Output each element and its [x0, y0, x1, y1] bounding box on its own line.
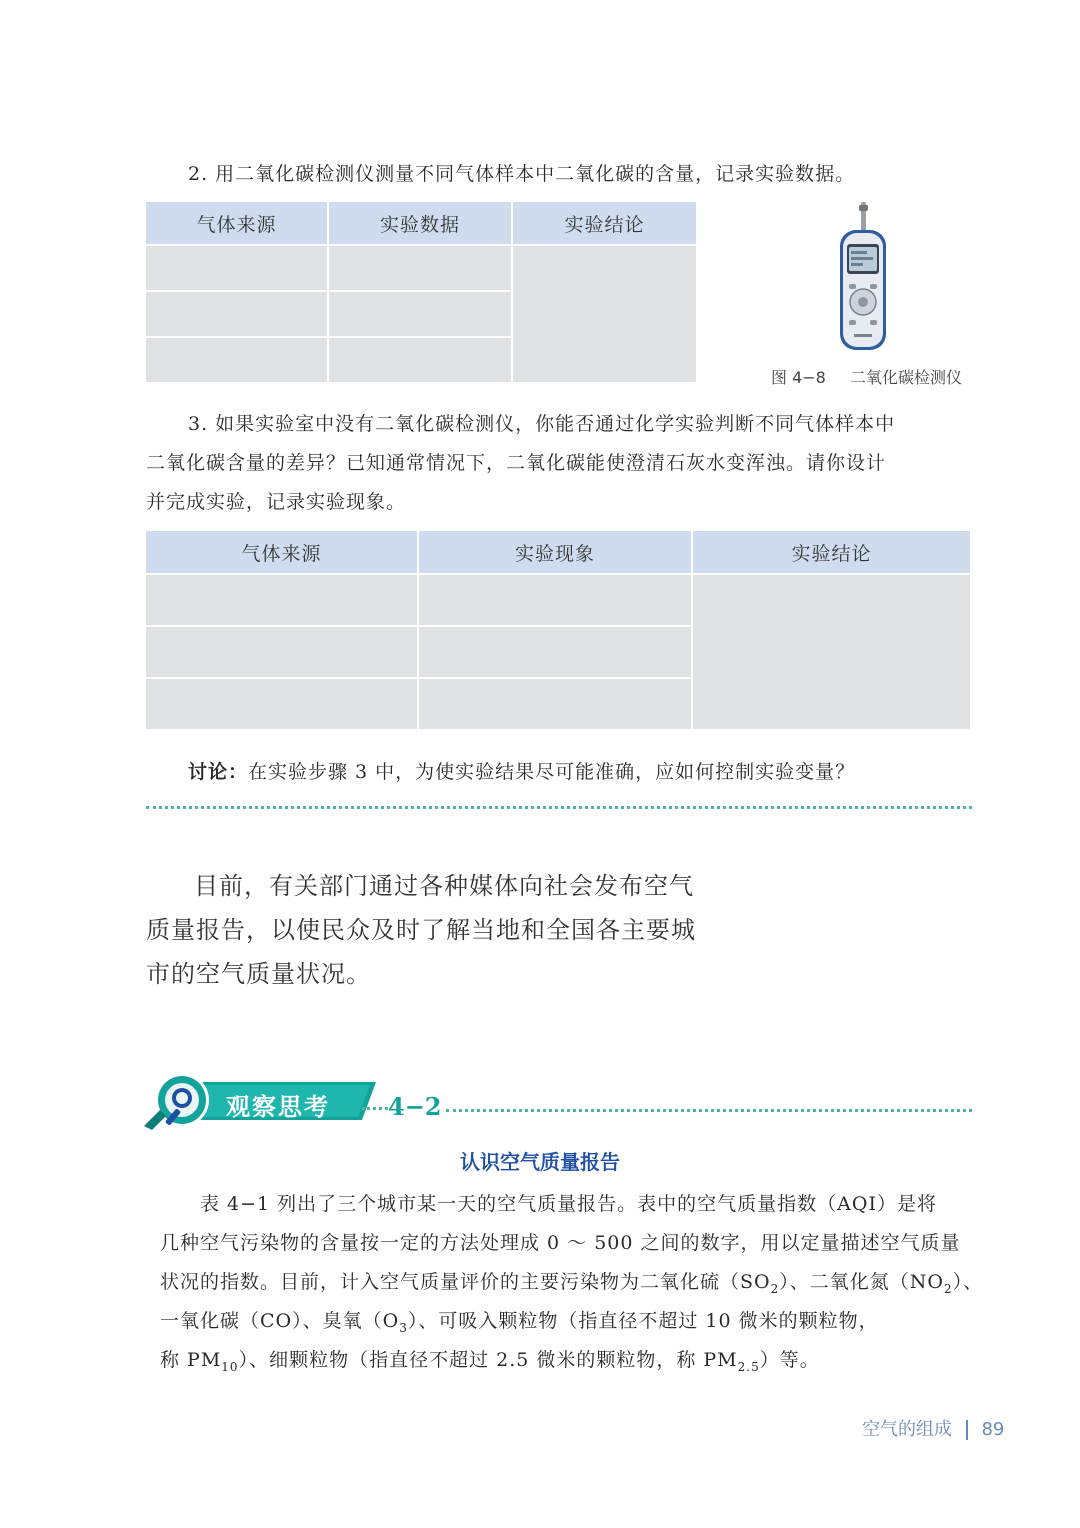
footer-divider — [966, 1420, 968, 1440]
table1-header-data: 实验数据 — [329, 202, 513, 246]
intro-line-3: 市的空气质量状况。 — [146, 960, 371, 988]
table2-header-phenomenon: 实验现象 — [419, 531, 693, 575]
divider-dotted — [146, 806, 972, 809]
body-line-3-part: ）、 — [952, 1271, 984, 1293]
body-line-3-part: ）、二氧化氮（NO — [779, 1271, 944, 1293]
body-line-4-part: 一氧化碳（CO）、臭氧（O — [160, 1310, 400, 1332]
section-title: 认识空气质量报告 — [460, 1150, 620, 1174]
figure-caption-number: 图 4−8 — [771, 368, 826, 387]
discussion-label: 讨论： — [188, 761, 249, 783]
table2-cell — [146, 679, 419, 731]
activity-number: 4−2 — [388, 1092, 442, 1121]
co2-detector-image — [832, 200, 894, 352]
discussion-text: 在实验步骤 3 中，为使实验结果尽可能准确，应如何控制实验变量？ — [248, 761, 856, 783]
step3-line-3: 并完成实验，记录实验现象。 — [146, 491, 407, 513]
data-table-1 — [146, 202, 696, 384]
table1-cell — [146, 292, 329, 338]
activity-dots-left — [362, 1107, 388, 1110]
table2-conclusion-cell — [693, 575, 970, 731]
step3-line-2: 二氧化碳含量的差异？已知通常情况下，二氧化碳能使澄清石灰水变浑浊。请你设计 — [146, 452, 887, 474]
table1-cell — [146, 338, 329, 384]
table1-conclusion-cell — [513, 246, 696, 384]
body-line-5 — [160, 1341, 820, 1387]
table2-header-source: 气体来源 — [146, 531, 419, 575]
table2-cell — [419, 679, 693, 731]
intro-line-2: 质量报告，以使民众及时了解当地和全国各主要城 — [146, 916, 696, 944]
table1-cell — [329, 246, 513, 292]
subscript: 2.5 — [737, 1359, 760, 1374]
body-line-5-part: ）等。 — [759, 1349, 820, 1371]
body-line-5-part: ）、细颗粒物（指直径不超过 2.5 微米的颗粒物，称 PM — [238, 1349, 738, 1371]
activity-badge-label: 观察思考 — [226, 1093, 330, 1121]
discussion — [188, 753, 855, 791]
step3-line-1: 3. 如果实验室中没有二氧化碳检测仪，你能否通过化学实验判断不同气体样本中 — [188, 413, 896, 435]
table2-cell — [419, 627, 693, 679]
table2-cell — [419, 575, 693, 627]
subscript: 3 — [399, 1320, 408, 1335]
body-line-3-part: 状况的指数。目前，计入空气质量评价的主要污染物为二氧化硫（SO — [160, 1271, 771, 1293]
table1-cell — [146, 246, 329, 292]
body-line-4-part: ）、可吸入颗粒物（指直径不超过 10 微米的颗粒物， — [407, 1310, 879, 1332]
step2-text: 2. 用二氧化碳检测仪测量不同气体样本中二氧化碳的含量，记录实验数据。 — [188, 163, 856, 185]
subscript: 10 — [221, 1359, 239, 1374]
intro-line-1: 目前，有关部门通过各种媒体向社会发布空气 — [194, 872, 694, 900]
table1-header-source: 气体来源 — [146, 202, 329, 246]
page-footer — [862, 1415, 1004, 1441]
data-table-2 — [146, 531, 970, 731]
table2-cell — [146, 575, 419, 627]
figure-caption — [771, 365, 962, 388]
figure-caption-text: 二氧化碳检测仪 — [850, 368, 963, 387]
table1-cell — [329, 292, 513, 338]
page-number: 89 — [981, 1419, 1005, 1440]
subscript: 2 — [770, 1281, 780, 1296]
table1-cell — [329, 338, 513, 384]
subscript: 2 — [943, 1281, 953, 1296]
table2-cell — [146, 627, 419, 679]
table2-header-conclusion: 实验结论 — [693, 531, 970, 575]
body-line-1: 表 4−1 列出了三个城市某一天的空气质量报告。表中的空气质量指数（AQI）是将 — [200, 1193, 937, 1215]
table1-header-conclusion: 实验结论 — [513, 202, 696, 246]
body-line-5-part: 称 PM — [160, 1349, 222, 1371]
chapter-name: 空气的组成 — [862, 1419, 952, 1440]
activity-dots-right — [446, 1109, 972, 1112]
body-line-2: 几种空气污染物的含量按一定的方法处理成 0 ～ 500 之间的数字，用以定量描述空气质量 — [160, 1232, 961, 1254]
